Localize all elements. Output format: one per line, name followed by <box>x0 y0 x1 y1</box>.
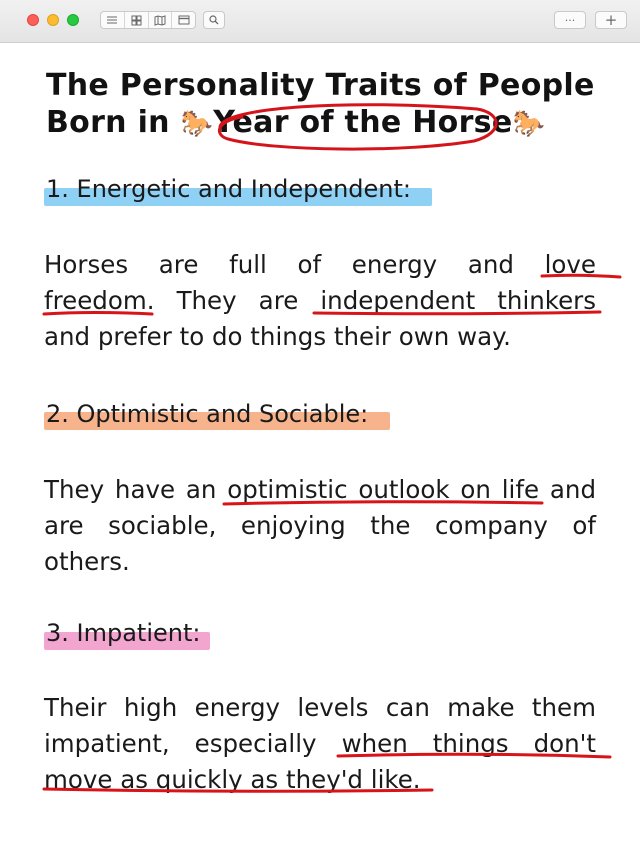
grid-icon[interactable] <box>125 12 149 28</box>
section-body-2: They have an optimistic outlook on life and are sociable, enjoying the company of others. <box>44 475 596 576</box>
horse-emoji-icon: 🐎 <box>180 109 214 139</box>
minimize-window-button[interactable] <box>47 14 59 26</box>
section-body-1: Horses are full of energy and love freedom. They are independent thinkers and prefer to do things their own way. <box>44 250 596 351</box>
circled-phrase: Year of the Horse <box>213 105 513 140</box>
horse-emoji-icon: 🐎 <box>512 109 546 139</box>
list-icon[interactable] <box>101 12 125 28</box>
red-underline <box>540 271 622 281</box>
close-window-button[interactable] <box>27 14 39 26</box>
page-title-line-1: The Personality Traits of People <box>46 68 595 103</box>
search-icon <box>209 15 219 25</box>
red-underline <box>312 308 602 318</box>
red-underline <box>222 498 544 508</box>
red-circle-annotation <box>212 95 502 151</box>
zoom-window-button[interactable] <box>67 14 79 26</box>
map-icon[interactable] <box>149 12 173 28</box>
page-title-line-2: Born in 🐎Year of the Horse🐎 <box>46 105 546 140</box>
add-button[interactable]: + <box>595 11 627 29</box>
red-underline <box>336 750 612 762</box>
window-toolbar <box>0 0 640 43</box>
search-button[interactable] <box>203 11 225 29</box>
section-heading-3: 3. Impatient: <box>46 619 201 647</box>
red-underline <box>42 784 434 796</box>
window-icon[interactable] <box>172 12 195 28</box>
section-heading-2: 2. Optimistic and Sociable: <box>46 400 369 428</box>
more-options-button[interactable]: ··· <box>554 11 586 29</box>
section-body-3: Their high energy levels can make them impatient, especially when things don't move as quickly as they'd like. <box>44 693 596 794</box>
red-underline <box>42 308 154 318</box>
view-mode-switcher <box>100 11 196 29</box>
section-heading-1: 1. Energetic and Independent: <box>46 175 412 203</box>
note-content[interactable] <box>0 42 640 853</box>
